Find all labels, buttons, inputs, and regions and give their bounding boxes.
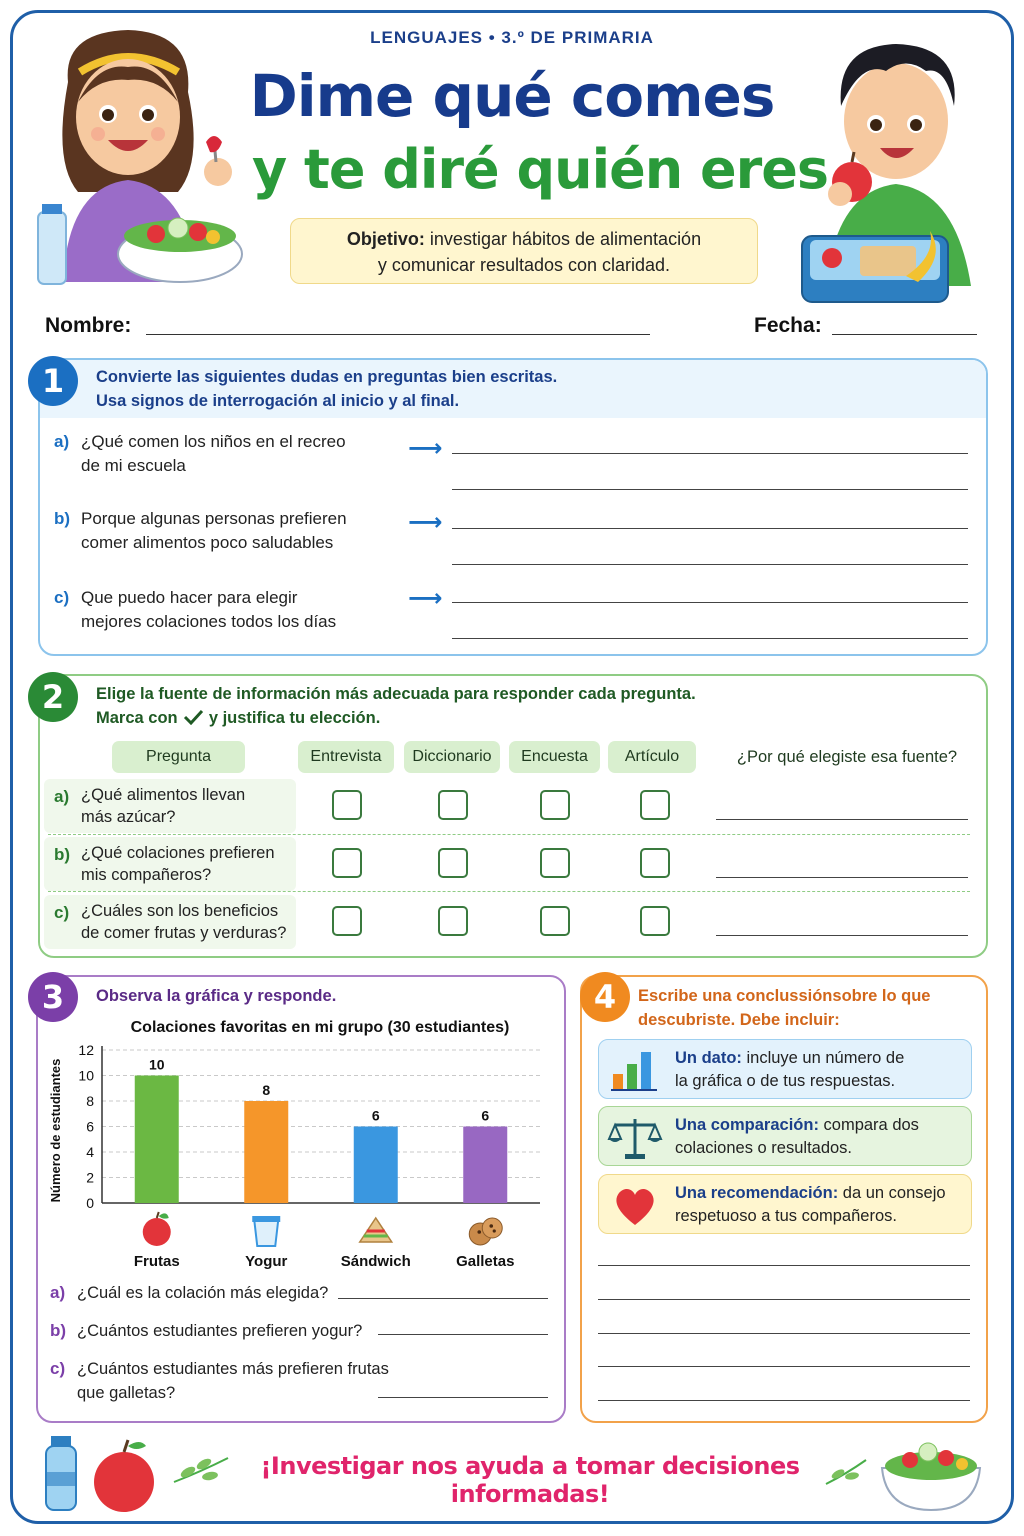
girl-eating-salad-illustration [28,22,253,302]
x-tick-label: Galletas [456,1253,515,1270]
s2-row-c-letter: c) [54,903,70,922]
bar-yogur [244,1101,288,1203]
y-tick-label: 10 [78,1067,94,1084]
objective-label: Objetivo: [346,229,425,249]
section-3-badge: 3 [28,972,78,1022]
s2-why-line[interactable] [716,877,968,878]
s2-row-b-letter: b) [54,845,71,864]
card-data: Un dato: incluye un número de la gráfica o de tus respuestas. [598,1039,972,1099]
leaf-sprig-icon [170,1452,232,1488]
date-label: Fecha: [754,314,822,337]
objective-box [290,218,758,284]
column-header-article: Artículo [608,741,696,773]
y-axis-label: Número de estudiantes [48,1058,63,1203]
section-1-instruction-line-2: Usa signos de interrogación al inicio y al final. [96,392,460,410]
column-header-why: ¿Por qué elegiste esa fuente? [736,748,958,766]
s1-item-c-letter: c) [54,588,70,607]
checkbox-survey[interactable] [540,848,570,878]
salad-bowl-illustration [876,1428,986,1514]
arrow-right-icon: ⟶ [408,435,443,462]
s2-row-b-text: ¿Qué colaciones prefieren mis compañeros? [81,844,275,884]
checkbox-interview[interactable] [332,848,362,878]
s4-writing-line[interactable] [598,1400,970,1401]
scale-icon [607,1113,663,1161]
s3-q-a-text: ¿Cuál es la colación más elegida? [77,1284,329,1302]
y-tick-label: 12 [78,1042,94,1058]
checkbox-article[interactable] [640,790,670,820]
boy-eating-apple-illustration [796,26,1006,306]
objective-text-2: y comunicar resultados con claridad. [377,255,671,275]
objective-text-1: investigar hábitos de alimentación [424,229,702,249]
heart-icon [611,1183,659,1227]
checkbox-article[interactable] [640,906,670,936]
s3-answer-line[interactable] [378,1334,548,1335]
x-tick-label: Yogur [245,1253,288,1270]
column-header-dictionary: Diccionario [404,741,500,773]
section-1-instruction [96,365,557,413]
arrow-right-icon: ⟶ [408,509,443,536]
y-tick-label: 0 [86,1195,94,1211]
s1-item-a-text: ¿Qué comen los niños en el recreo de mi escuela [81,432,346,475]
x-tick-label: Frutas [133,1253,180,1270]
y-tick-label: 6 [86,1118,94,1135]
bar-sándwich [354,1127,398,1204]
s3-q-c-letter: c) [50,1359,66,1378]
x-tick-label: Sándwich [340,1253,411,1270]
card-comparison: Una comparación: compara dos colaciones o resultados. [598,1106,972,1166]
s1-answer-line[interactable] [452,489,968,490]
title-line-1: Dime qué comes [249,62,775,130]
checkbox-dictionary[interactable] [438,790,468,820]
checkbox-survey[interactable] [540,906,570,936]
bar-value-label: 8 [262,1082,271,1098]
section-4-instruction [638,984,931,1032]
leaf-sprig-icon [822,1456,870,1490]
bar-value-label: 6 [371,1107,380,1124]
section-2-instruction-post: y justifica tu elección. [208,709,381,727]
bar-frutas [135,1076,179,1204]
checkmark-icon [182,709,204,725]
checkbox-survey[interactable] [540,790,570,820]
y-tick-label: 4 [86,1144,94,1160]
name-label: Nombre: [45,314,132,337]
bar-chart-icon [611,1048,659,1092]
section-1-badge: 1 [28,356,78,406]
checkbox-dictionary[interactable] [438,906,468,936]
card-recommendation: Una recomendación: da un consejo respetuoso a tus compañeros. [598,1174,972,1234]
s3-answer-line[interactable] [378,1397,548,1398]
section-3-instruction: Observa la gráfica y responde. [96,987,337,1005]
column-header-question: Pregunta [112,741,245,773]
s4-writing-line[interactable] [598,1366,970,1367]
name-input-line[interactable] [146,334,650,335]
arrow-right-icon: ⟶ [408,585,443,612]
chart-title: Colaciones favoritas en mi grupo (30 estudiantes) [130,1019,510,1036]
title-line-2: y te diré quién eres [252,138,828,201]
section-2-instruction [96,682,696,730]
s3-q-a-letter: a) [50,1283,66,1302]
sandwich-icon [360,1218,392,1242]
s3-q-b-letter: b) [50,1321,67,1340]
checkbox-interview[interactable] [332,790,362,820]
bar-galletas [463,1127,507,1204]
s2-row-c-text: ¿Cuáles son los beneficios de comer frutas y verduras? [81,902,287,942]
yogurt-icon [252,1216,280,1246]
bar-value-label: 10 [148,1056,165,1073]
y-tick-label: 2 [86,1169,94,1186]
s1-answer-line[interactable] [452,638,968,639]
s3-q-c-text: ¿Cuántos estudiantes más prefieren frutas que galletas? [77,1360,389,1402]
s3-answer-line[interactable] [338,1298,548,1299]
s1-item-b-letter: b) [54,509,71,528]
column-header-interview: Entrevista [298,741,394,773]
s1-answer-line[interactable] [452,453,968,454]
section-4-instruction-line-2: descubriste. Debe incluir: [638,1011,840,1029]
section-2-instruction-line-1: Elige la fuente de información más adecuada para responder cada pregunta. [96,685,696,703]
s4-writing-line[interactable] [598,1333,970,1334]
date-input-line[interactable] [832,334,977,335]
s2-row-a-letter: a) [54,787,70,806]
checkbox-dictionary[interactable] [438,848,468,878]
column-header-survey: Encuesta [509,741,600,773]
s1-item-b-text: Porque algunas personas prefieren comer alimentos poco saludables [81,509,347,552]
favorite-snacks-bar-chart [40,1010,560,1278]
section-1-instruction-line-1: Convierte las siguientes dudas en preguntas bien escritas. [96,368,558,386]
footer-message: ¡Investigar nos ayuda a tomar decisiones informadas! [260,1452,800,1508]
section-2-instruction-pre: Marca con [96,709,178,727]
s1-answer-line[interactable] [452,564,968,565]
checkbox-interview[interactable] [332,906,362,936]
s4-writing-line[interactable] [598,1299,970,1300]
s2-row-a-text: ¿Qué alimentos llevan más azúcar? [81,786,246,826]
section-4-instruction-line-1: Escribe una conclussiónsobre lo que [638,987,931,1005]
cookies-icon [469,1218,502,1245]
s1-item-a-letter: a) [54,432,70,451]
s1-answer-line[interactable] [452,602,968,603]
y-tick-label: 8 [86,1093,94,1109]
s3-q-b-text: ¿Cuántos estudiantes prefieren yogur? [77,1322,363,1340]
section-4-badge: 4 [580,972,630,1022]
section-2-badge: 2 [28,672,78,722]
checkbox-article[interactable] [640,848,670,878]
s1-answer-line[interactable] [452,528,968,529]
apple-icon [143,1212,171,1246]
s2-why-line[interactable] [716,819,968,820]
s2-why-line[interactable] [716,935,968,936]
water-bottle-and-apple-illustration [40,1432,166,1516]
s4-writing-line[interactable] [598,1265,970,1266]
bar-value-label: 6 [481,1107,490,1124]
subject-label: LENGUAJES • 3.º DE PRIMARIA [370,28,654,47]
s1-item-c-text: Que puedo hacer para elegir mejores colaciones todos los días [81,588,337,631]
